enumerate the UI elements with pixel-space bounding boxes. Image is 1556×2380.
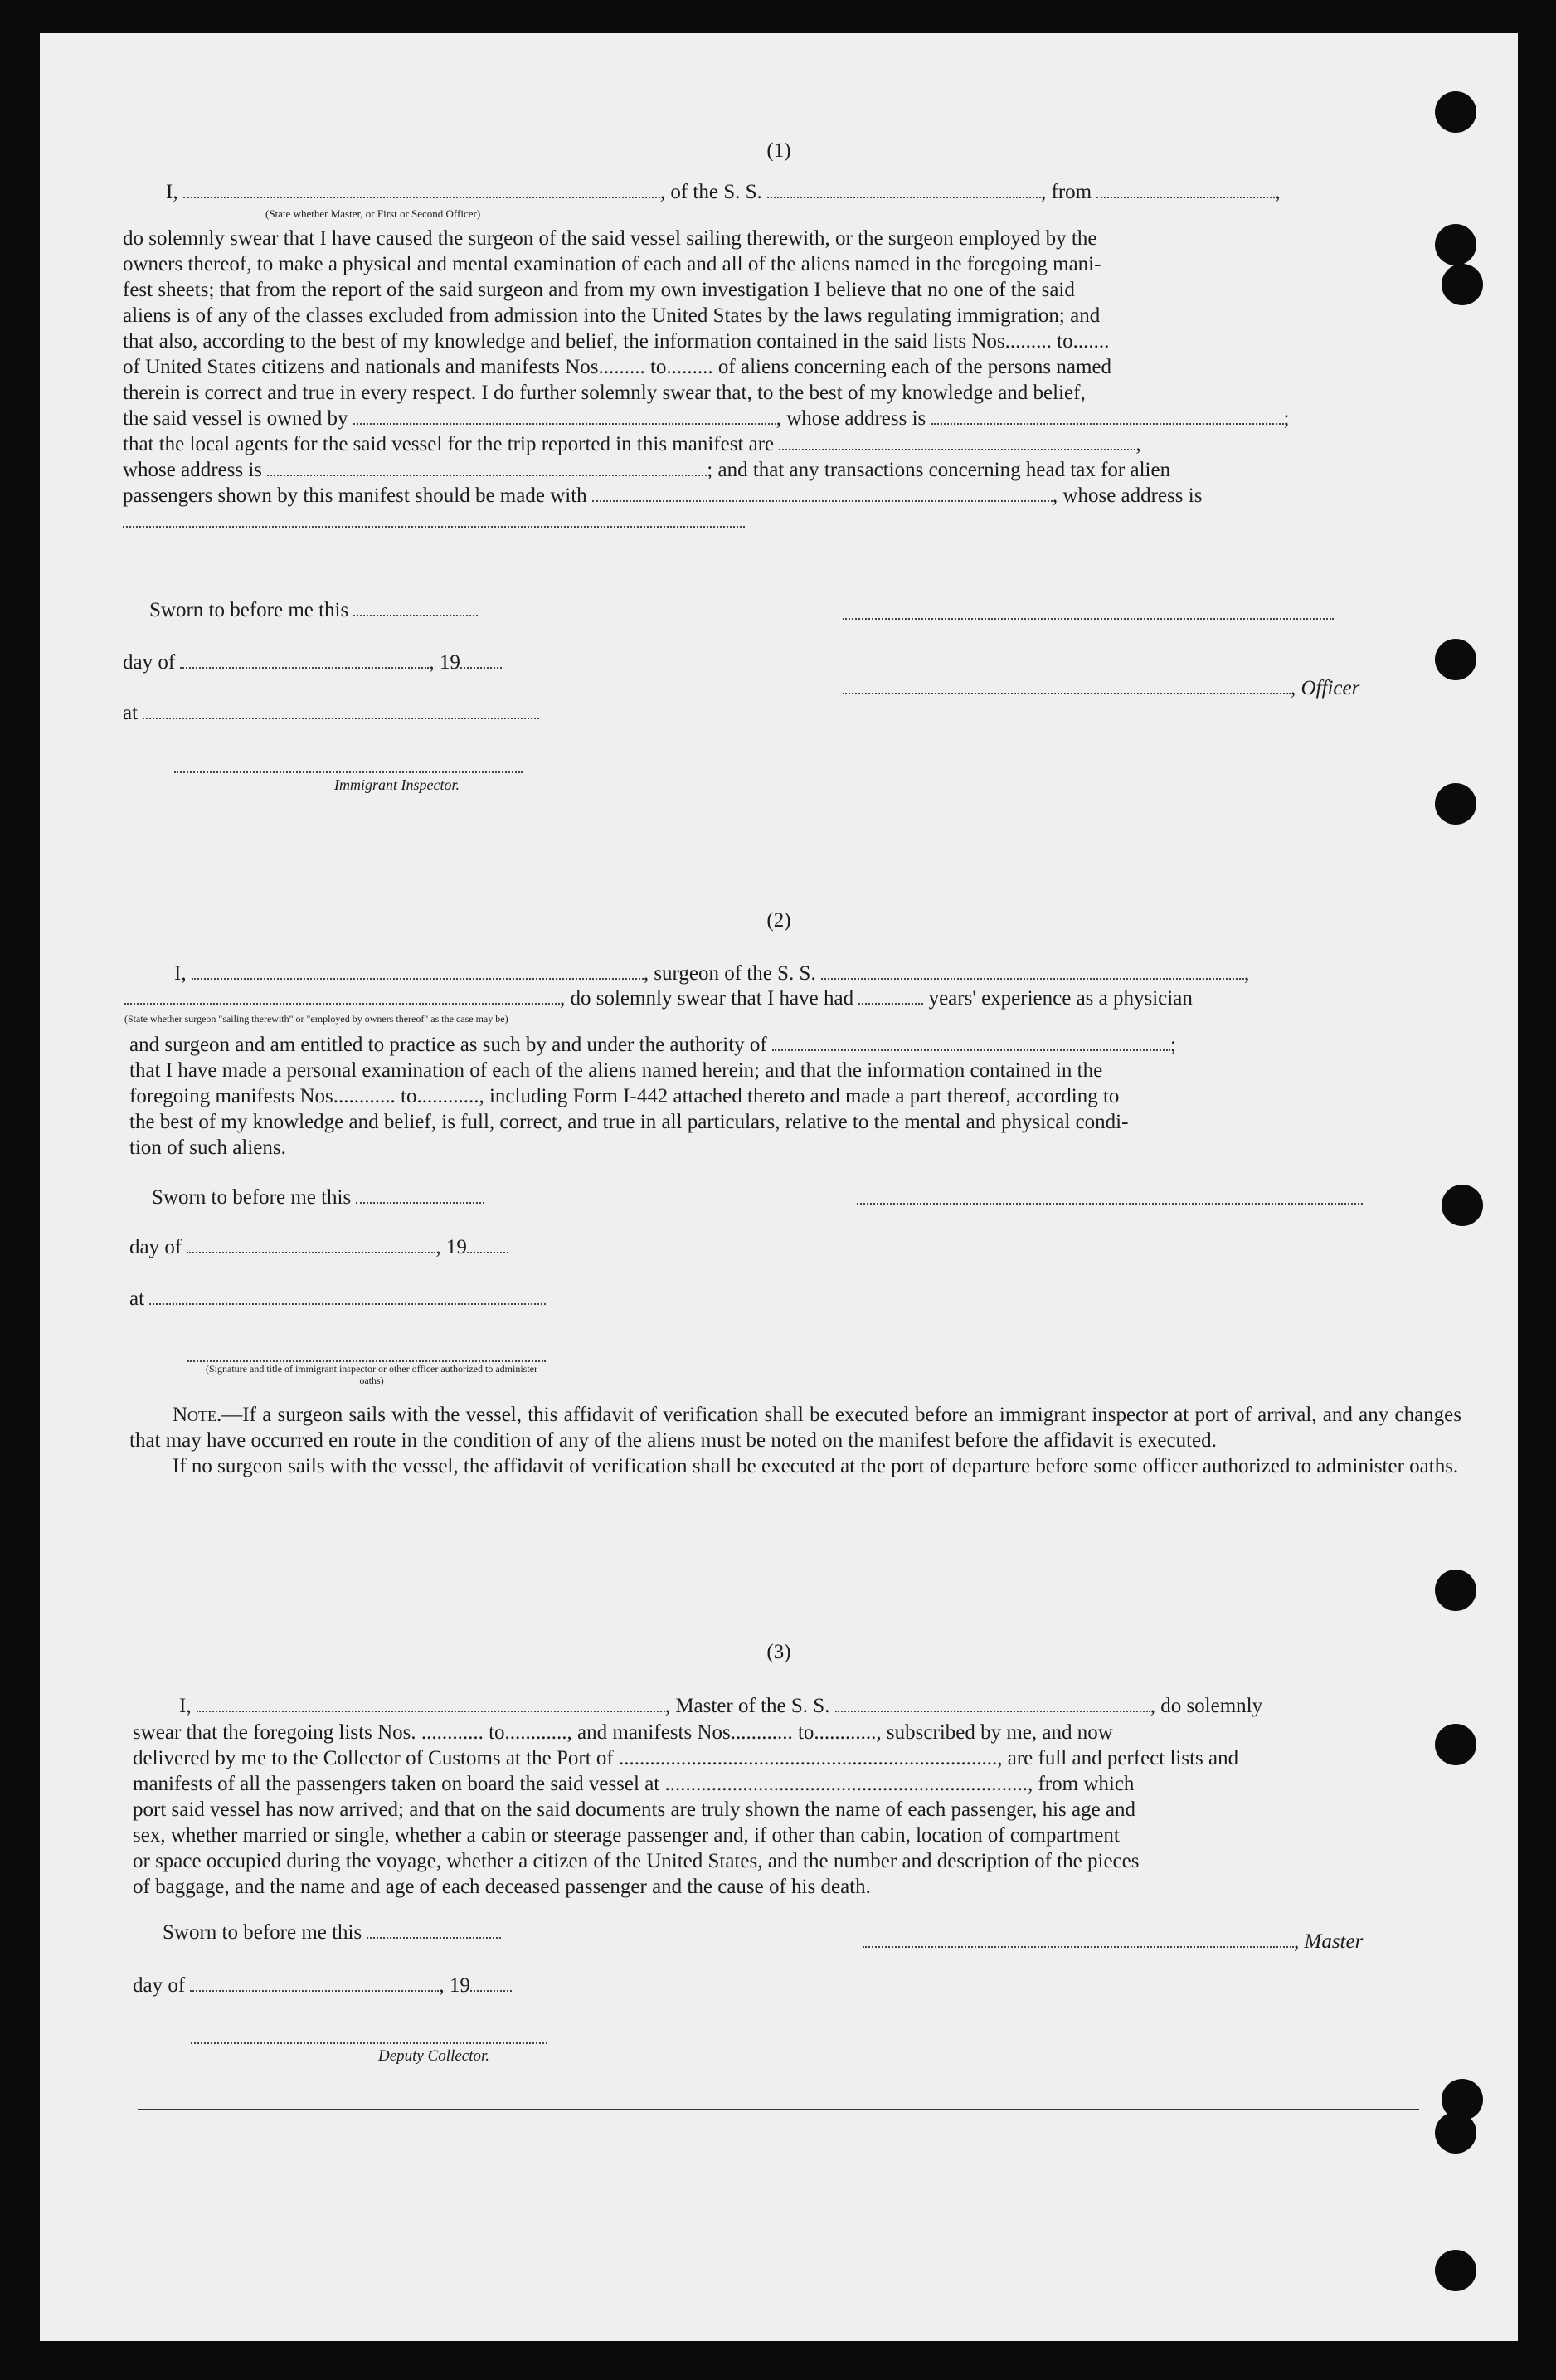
punch-hole — [1435, 783, 1476, 825]
i-label: I, — [179, 1695, 192, 1717]
section-2-second-line — [124, 987, 1193, 1010]
manifest-page — [40, 33, 1518, 2341]
year-field[interactable] — [460, 652, 502, 669]
sworn-label: Sworn to before me this — [163, 1921, 362, 1944]
departure-port-field[interactable] — [1096, 182, 1275, 198]
day-of-row — [123, 651, 502, 674]
section-1-body — [123, 226, 1448, 534]
body-line: delivered by me to the Collector of Customs at the Port of ........................................................................., are full and perfect lists and — [133, 1747, 1239, 1769]
at-row — [129, 1287, 546, 1311]
owned-by-label: the said vessel is owned by — [123, 407, 348, 430]
body-line: port said vessel has now arrived; and that on the said documents are truly shown the name of each passenger, his age and — [133, 1798, 1136, 1821]
section-2-body — [129, 1032, 1461, 1161]
surgeon-of-label: , surgeon of the S. S. — [643, 962, 816, 985]
year-prefix: , 19 — [439, 1974, 470, 1997]
body-line: of baggage, and the name and age of each deceased passenger and the cause of his death. — [133, 1876, 871, 1898]
local-agents-label: that the local agents for the said vessel for the trip reported in this manifest are — [123, 433, 775, 455]
from-label: , from — [1041, 181, 1092, 203]
body-line: of United States citizens and nationals and manifests Nos......... to......... of aliens concerning each of the persons named — [123, 356, 1112, 378]
inspector-signature-line[interactable] — [174, 771, 523, 773]
punch-hole — [1442, 1185, 1483, 1226]
agents-address-label: whose address is — [123, 459, 263, 481]
sworn-row — [163, 1921, 501, 1944]
deputy-label: Deputy Collector. — [378, 2047, 490, 2065]
month-field[interactable] — [190, 1975, 439, 1992]
punch-hole — [1435, 224, 1476, 265]
section-2-first-line: I, , surgeon of the S. S. , — [174, 962, 1250, 985]
i-label: I, — [174, 962, 187, 985]
authority-line: and surgeon and am entitled to practice as such by and under the authority of ; — [129, 1034, 1176, 1056]
body-line: sex, whether married or single, whether a cabin or steerage passenger and, if other than cabin, location of compartment — [133, 1824, 1120, 1847]
section-3-number: (3) — [766, 1641, 791, 1663]
note-block — [129, 1402, 1461, 1479]
vessel-name-field[interactable] — [767, 182, 1041, 198]
section-3-first-line — [179, 1695, 1262, 1718]
inspector-label: Immigrant Inspector. — [334, 776, 460, 793]
do-solemnly-label: , do solemnly — [1150, 1695, 1263, 1717]
punch-hole — [1442, 264, 1483, 305]
owner-address-label: , whose address is — [776, 407, 926, 430]
sworn-label: Sworn to before me this — [149, 599, 349, 621]
body-line: that I have made a personal examination of each of the aliens named herein; and that the information contained in the — [129, 1059, 1103, 1082]
surgeon-hint: (State whether surgeon "sailing therewith" or "employed by owners thereof" as the case may be) — [124, 1013, 508, 1025]
owner-field[interactable] — [353, 408, 776, 425]
years-field[interactable] — [858, 988, 923, 1005]
authority-field[interactable] — [772, 1034, 1170, 1051]
section-1-first-line — [166, 181, 1427, 204]
day-of-label: day of — [133, 1974, 186, 1997]
deputy-signature-line[interactable] — [191, 2042, 547, 2044]
surgeon-witness-signature-line[interactable] — [187, 1360, 546, 1362]
note-paragraph — [129, 1402, 1461, 1453]
body-line: fest sheets; that from the report of the said surgeon and from my own investigation I believe that no one of the said — [123, 279, 1075, 301]
sworn-row — [152, 1186, 484, 1209]
body-line: that also, according to the best of my knowledge and belief, the information contained in the said lists Nos......... to....... — [123, 330, 1110, 353]
day-of-row — [133, 1974, 512, 1998]
at-label: at — [129, 1287, 145, 1310]
body-line: aliens is of any of the classes excluded from admission into the United States by the laws regulating immigration; and — [123, 304, 1101, 327]
punch-hole — [1435, 2112, 1476, 2154]
note-text: —If a surgeon sails with the vessel, this affidavit of verification shall be executed before an immigrant inspector at port of arrival, and any changes that may have occurred en route in the condition of any of the aliens must be noted on the manifest before the affidavit is executed. — [129, 1404, 1461, 1452]
officer-row — [843, 677, 1359, 700]
contact-address-field[interactable] — [123, 511, 745, 528]
officer-label: , Officer — [1291, 677, 1360, 699]
section-1-number: (1) — [766, 139, 791, 162]
month-field[interactable] — [187, 1237, 435, 1253]
agents-address-field[interactable] — [267, 460, 707, 476]
punch-hole — [1435, 1724, 1476, 1765]
year-field[interactable] — [467, 1237, 508, 1253]
local-agents-line: that the local agents for the said vessel for the trip reported in this manifest are , — [123, 433, 1141, 455]
sworn-day-field[interactable] — [356, 1187, 484, 1204]
punch-hole — [1435, 91, 1476, 133]
sworn-label: Sworn to before me this — [152, 1186, 352, 1209]
owned-by-line: the said vessel is owned by , whose address is ; — [123, 407, 1290, 430]
surgeon-name-field[interactable] — [192, 963, 644, 980]
head-tax-text: ; and that any transactions concerning head tax for alien — [707, 459, 1171, 481]
surgeon-type-field[interactable] — [124, 988, 560, 1005]
contact-address-label: , whose address is — [1052, 484, 1203, 507]
body-line: the best of my knowledge and belief, is full, correct, and true in all particulars, relative to the mental and physical condi- — [129, 1111, 1129, 1133]
local-agents-field[interactable] — [779, 434, 1135, 450]
place-field[interactable] — [149, 1288, 546, 1305]
punch-hole — [1435, 2250, 1476, 2291]
sworn-day-field[interactable] — [367, 1922, 501, 1939]
note-label: Note. — [173, 1404, 222, 1426]
section-2-number: (2) — [766, 909, 791, 932]
surgeon-signature-line[interactable] — [857, 1203, 1363, 1205]
i-label: I, — [166, 181, 178, 203]
master-of-label: , Master of the S. S. — [664, 1695, 830, 1717]
body-line: swear that the foregoing lists Nos. ............ to............, and manifests Nos............ to............, subscribed by me, and now — [133, 1721, 1113, 1744]
body-line: manifests of all the passengers taken on board the said vessel at ......................................................................, from which — [133, 1773, 1135, 1795]
year-prefix: , 19 — [429, 651, 460, 674]
punch-hole — [1435, 639, 1476, 680]
master-signature-row — [863, 1930, 1363, 1954]
master-label: , Master — [1294, 1930, 1364, 1953]
place-field[interactable] — [143, 703, 539, 719]
of-ss-label: , of the S. S. — [659, 181, 762, 203]
year-field[interactable] — [470, 1975, 512, 1992]
years-label: years' experience as a physician — [928, 987, 1193, 1010]
at-row — [123, 702, 539, 725]
role-hint: (State whether Master, or First or Second Officer) — [265, 207, 481, 220]
swear-label: , do solemnly swear that I have had — [560, 987, 854, 1010]
sworn-row — [149, 599, 478, 622]
officer-signature-field[interactable] — [843, 678, 1291, 694]
day-of-row — [129, 1236, 508, 1259]
month-field[interactable] — [180, 652, 429, 669]
master-vessel-field[interactable] — [835, 1696, 1150, 1712]
master-signature-field[interactable] — [863, 1931, 1294, 1948]
passengers-label: passengers shown by this manifest should be made with — [123, 484, 587, 507]
body-line: owners thereof, to make a physical and mental examination of each and all of the aliens named in the foregoing mani- — [123, 253, 1101, 275]
contact-address-line — [123, 509, 1448, 534]
body-line: or space occupied during the voyage, whether a citizen of the United States, and the number and description of the pieces — [133, 1850, 1140, 1872]
authority-label: and surgeon and am entitled to practice as such by and under the authority of — [129, 1034, 767, 1056]
agents-address-line — [123, 457, 1448, 483]
head-tax-contact-field[interactable] — [592, 485, 1053, 502]
body-line: therein is correct and true in every respect. I do further solemnly swear that, to the best of my knowledge and belief, — [123, 382, 1086, 404]
day-of-label: day of — [129, 1236, 182, 1258]
punch-hole — [1435, 1570, 1476, 1611]
officer-name-field[interactable] — [183, 182, 660, 198]
body-line: tion of such aliens. — [129, 1136, 286, 1159]
section-3-body — [133, 1720, 1465, 1900]
owner-address-field[interactable] — [931, 408, 1284, 425]
note-paragraph-2: If no surgeon sails with the vessel, the affidavit of verification shall be executed at the port of departure before some officer authorized to administer oaths. — [173, 1455, 1459, 1477]
year-prefix: , 19 — [435, 1236, 467, 1258]
master-name-field[interactable] — [197, 1696, 665, 1712]
signature-hint: (Signature and title of immigrant inspector or other officer authorized to administer oaths) — [206, 1363, 537, 1386]
passengers-line — [123, 483, 1448, 509]
surgeon-vessel-field[interactable] — [821, 963, 1244, 980]
day-of-label: day of — [123, 651, 176, 674]
bottom-rule — [138, 2109, 1419, 2110]
body-line: foregoing manifests Nos............ to............, including Form I-442 attached thereto and made a part thereof, according to — [129, 1085, 1120, 1107]
body-line: do solemnly swear that I have caused the surgeon of the said vessel sailing therewith, or the surgeon employed by the — [123, 227, 1097, 250]
comma: , — [1275, 181, 1281, 203]
officer-signature-top-line[interactable] — [843, 618, 1334, 620]
at-label: at — [123, 702, 139, 724]
sworn-day-field[interactable] — [353, 600, 478, 616]
